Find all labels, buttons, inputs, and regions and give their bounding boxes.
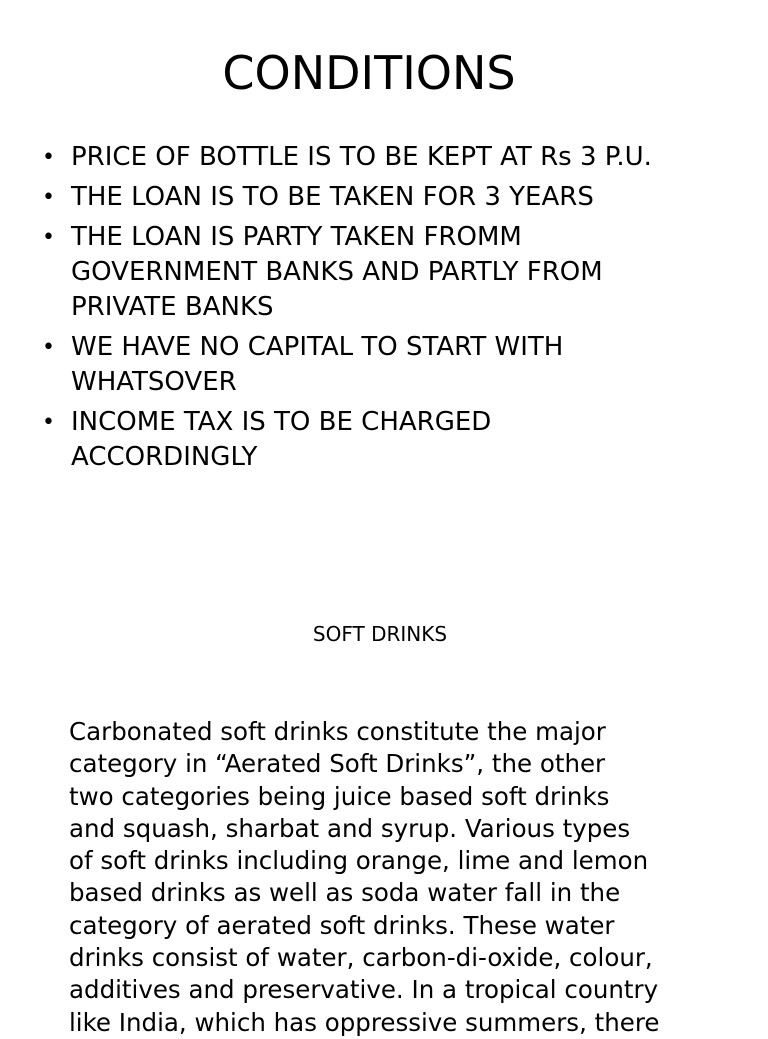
section-heading-soft-drinks: SOFT DRINKS	[312, 622, 448, 646]
condition-text: THE LOAN IS TO BE TAKEN FOR 3 YEARS	[71, 182, 594, 212]
condition-text: WE HAVE NO CAPITAL TO START WITH WHATSOVER	[71, 332, 564, 397]
bullet-icon: •	[42, 185, 55, 210]
bullet-icon: •	[42, 225, 55, 250]
condition-text: PRICE OF BOTTLE IS TO BE KEPT AT Rs 3 P.U.	[71, 142, 652, 172]
conditions-list	[42, 140, 742, 480]
soft-drinks-paragraph: Carbonated soft drinks constitute the major category in “Aerated Soft Drinks”, the other two categories being juice based soft drinks and squash, sharbat and syrup. Various types of soft drinks including orange, lime and lemon based drinks as well as soda water fall in the category of aerated soft drinks. These water drinks consist of water, carbon-di-oxide, colour, additives and preservative. In a tropical country like India, which has oppressive summers, there	[69, 717, 660, 1037]
condition-item-loan-term	[42, 180, 742, 215]
condition-item-capital	[42, 330, 742, 400]
condition-item-loan-source	[42, 220, 742, 325]
condition-item-price	[42, 140, 742, 175]
condition-item-income-tax	[42, 405, 742, 475]
bullet-icon: •	[42, 335, 55, 360]
bullet-icon: •	[42, 410, 55, 435]
page-title: CONDITIONS	[222, 46, 516, 100]
condition-text: INCOME TAX IS TO BE CHARGED ACCORDINGLY	[71, 407, 492, 472]
condition-text: THE LOAN IS PARTY TAKEN FROMM GOVERNMENT BANKS AND PARTLY FROM PRIVATE BANKS	[71, 222, 603, 322]
bullet-icon: •	[42, 145, 55, 170]
